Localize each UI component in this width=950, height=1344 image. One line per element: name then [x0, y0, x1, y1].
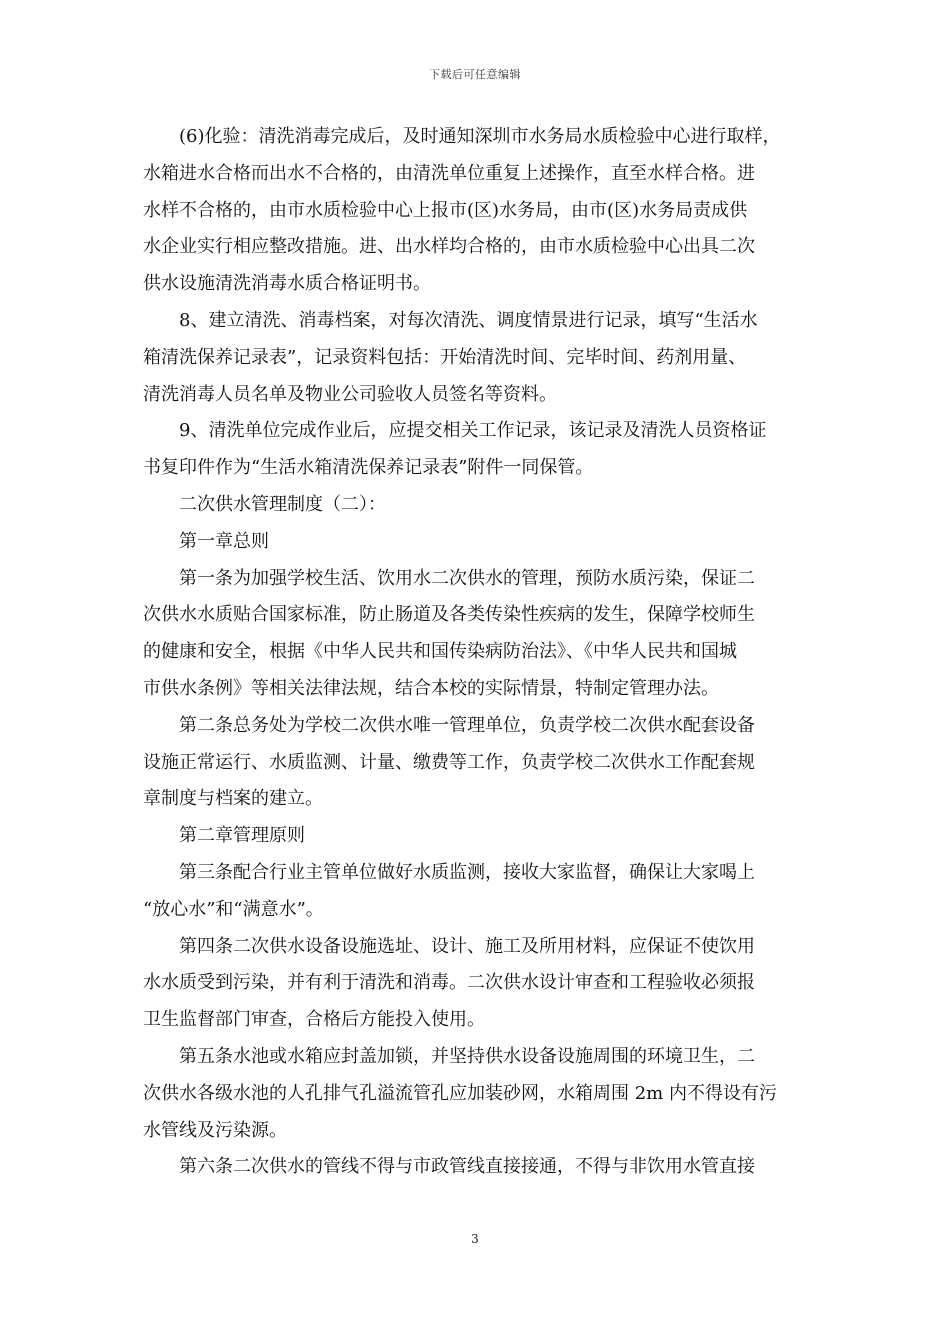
page-header: 下载后可任意编辑	[429, 68, 521, 81]
text-line: 的健康和安全，根据《中华人民共和国传染病防治法》、《中华人民共和国城	[143, 641, 737, 663]
paragraph-p-art-2	[143, 708, 815, 818]
text-line: 二次供水管理制度（二）：	[179, 493, 386, 515]
text-line: (6)化验：清洗消毒完成后，及时通知深圳市水务局水质检验中心进行取样，	[179, 126, 781, 147]
text-line: 书复印件作为“生活水箱清洗保养记录表”附件一同保管。	[143, 457, 594, 479]
text-line: 第一章总则	[179, 530, 269, 552]
text-line: 水企业实行相应整改措施。进、出水样均合格的，由市水质检验中心出具二次	[143, 236, 755, 258]
text-line: 第三条配合行业主管单位做好水质监测，接收大家监督，确保让大家喝上	[179, 861, 755, 883]
text-line: 次供水水质贴合国家标准，防止肠道及各类传染性疾病的发生，保障学校师生	[143, 604, 755, 626]
paragraph-p-6-huayan	[143, 119, 815, 303]
text-line: 水样不合格的，由市水质检验中心上报市(区)水务局，由市(区)水务局责成供	[143, 199, 748, 221]
text-line: 第六条二次供水的管线不得与市政管线直接接通，不得与非饮用水管直接	[179, 1156, 755, 1178]
text-line: 第四条二次供水设备设施选址、设计、施工及所用材料，应保证不使饮用	[179, 935, 755, 957]
text-line: 水水质受到污染，并有利于清洗和消毒。二次供水设计审查和工程验收必须报	[143, 972, 755, 994]
text-line: 次供水各级水池的人孔排气孔溢流管孔应加装砂网，水箱周围 2m 内不得设有污	[143, 1082, 777, 1104]
text-line: 9、清洗单位完成作业后，应提交相关工作记录，该记录及清洗人员资格证	[179, 420, 767, 442]
text-line: 第二章管理原则	[179, 825, 305, 847]
text-line: 水管线及污染源。	[143, 1119, 287, 1141]
paragraph-p-title-2	[143, 487, 815, 524]
paragraph-p-art-5	[143, 1039, 815, 1149]
paragraph-p-art-4	[143, 929, 815, 1039]
text-line: 清洗消毒人员名单及物业公司验收人员签名等资料。	[143, 383, 557, 405]
text-line: 箱清洗保养记录表”，记录资料包括：开始清洗时间、完毕时间、药剂用量、	[143, 346, 747, 368]
page-number: 3	[471, 1232, 479, 1246]
text-line: 第五条水池或水箱应封盖加锁，并坚持供水设备设施周围的环境卫生，二	[179, 1045, 755, 1067]
document-body	[143, 119, 815, 1186]
text-line: 8、建立清洗、消毒档案，对每次清洗、调度情景进行记录，填写“生活水	[179, 309, 758, 331]
text-line: “放心水”和“满意水”。	[143, 898, 324, 920]
paragraph-p-9	[143, 413, 815, 487]
paragraph-p-art-3	[143, 855, 815, 929]
paragraph-p-chapter-1	[143, 524, 815, 561]
text-line: 供水设施清洗消毒水质合格证明书。	[143, 273, 431, 295]
text-line: 设施正常运行、水质监测、计量、缴费等工作，负责学校二次供水工作配套规	[143, 751, 755, 773]
paragraph-p-art-1	[143, 561, 815, 708]
text-line: 卫生监督部门审查，合格后方能投入使用。	[143, 1009, 485, 1031]
paragraph-p-art-6	[143, 1149, 815, 1186]
text-line: 第一条为加强学校生活、饮用水二次供水的管理，预防水质污染，保证二	[179, 567, 755, 589]
paragraph-p-chapter-2	[143, 818, 815, 855]
text-line: 章制度与档案的建立。	[143, 788, 323, 810]
paragraph-p-8	[143, 303, 815, 413]
text-line: 第二条总务处为学校二次供水唯一管理单位，负责学校二次供水配套设备	[179, 714, 755, 736]
text-line: 水箱进水合格而出水不合格的，由清洗单位重复上述操作，直至水样合格。进	[143, 162, 755, 184]
text-line: 市供水条例》等相关法律法规，结合本校的实际情景，特制定管理办法。	[143, 677, 719, 699]
